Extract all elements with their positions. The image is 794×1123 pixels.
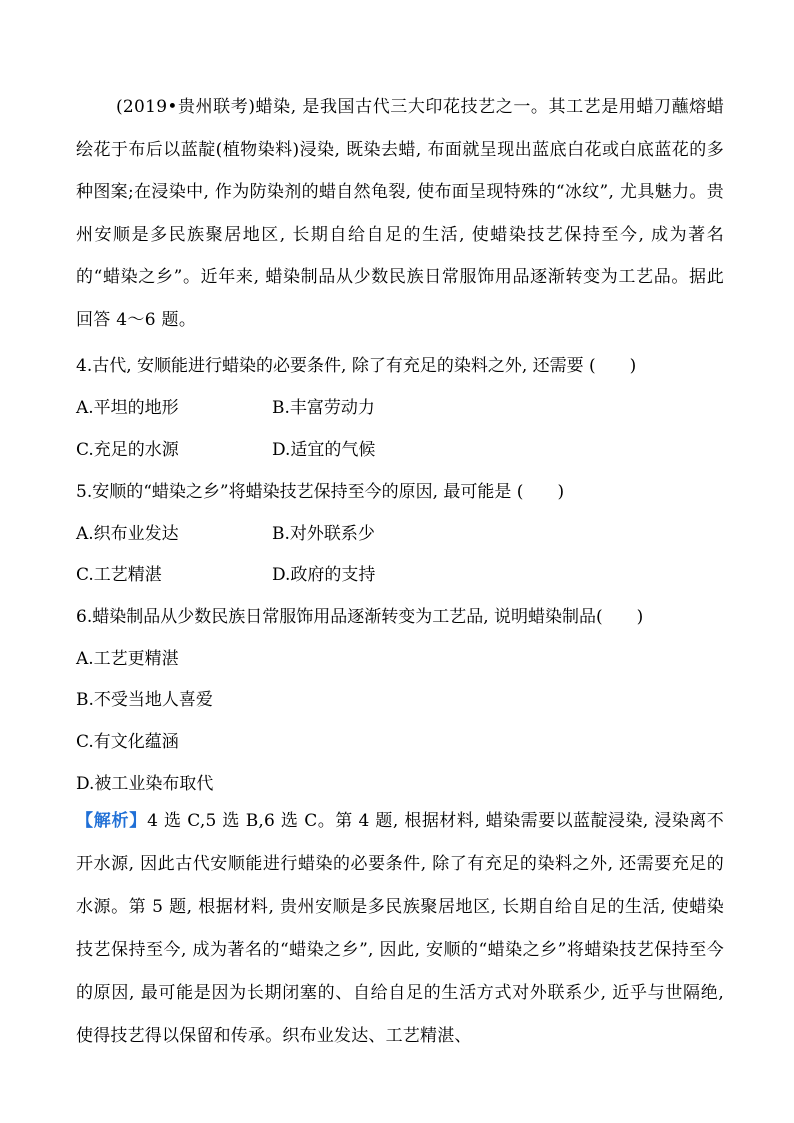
analysis-text: 4 选 C,5 选 B,6 选 C。第 4 题, 根据材料, 蜡染需要以蓝靛浸染, 浸染离不开水源, 因此古代安顺能进行蜡染的必要条件, 除了有充足的染料之外, 还需要充足的水源。第 5 题, 根据材料, 贵州安顺是多民族聚居地区, 长期自给自足的生活, 使蜡染技艺保持至今, 成为著名的“蜡染之乡”, 因此, 安顺的“蜡染之乡”将蜡染技艺保持至今的原因, 最可能是因为长期闭塞的、自给自足的生活方式对外联系少, 近乎与世隔绝, 使得技艺得以保留和传承。织布业发达、工艺精湛、 xyxy=(76,811,725,1046)
question-4-option-a: A.平坦的地形 xyxy=(76,398,179,418)
question-6-option-d: D.被工业染布取代 xyxy=(76,774,214,794)
reading-passage: (2019•贵州联考)蜡染, 是我国古代三大印花技艺之一。其工艺是用蜡刀蘸熔蜡绘花于布后以蓝靛(植物染料)浸染, 既染去蜡, 布面就呈现出蓝底白花或白底蓝花的多种图案;在浸染中, 作为防染剂的蜡自然龟裂, 使布面呈现特殊的“冰纹”, 尤具魅力。贵州安顺是多民族聚居地区, 长期自给自足的生活, 使蜡染技艺保持至今, 成为著名的“蜡染之乡”。近年来, 蜡染制品从少数民族日常服饰用品逐渐转变为工艺品。据此回答 4～6 题。 xyxy=(76,97,724,330)
question-5-option-c: C.工艺精湛 xyxy=(76,565,162,585)
question-5-stem: 5.安顺的“蜡染之乡”将蜡染技艺保持至今的原因, 最可能是 ( ) xyxy=(76,482,565,502)
question-6-option-b: B.不受当地人喜爱 xyxy=(76,690,213,710)
question-5-option-b: B.对外联系少 xyxy=(272,524,375,544)
question-4-option-c: C.充足的水源 xyxy=(76,440,179,460)
analysis-paragraph xyxy=(76,800,724,1058)
question-5-option-a: A.织布业发达 xyxy=(76,524,179,544)
question-6-option-c: C.有文化蕴涵 xyxy=(76,732,179,752)
question-4-option-b: B.丰富劳动力 xyxy=(272,398,375,418)
question-4-option-d: D.适宜的气候 xyxy=(272,440,376,460)
question-4-stem: 4.古代, 安顺能进行蜡染的必要条件, 除了有充足的染料之外, 还需要 ( ) xyxy=(76,356,637,376)
analysis-tag: 【解析】 xyxy=(76,811,148,831)
question-6-option-a: A.工艺更精湛 xyxy=(76,649,179,669)
question-6-stem: 6.蜡染制品从少数民族日常服饰用品逐渐转变为工艺品, 说明蜡染制品( ) xyxy=(76,607,644,627)
question-5-option-d: D.政府的支持 xyxy=(272,565,376,585)
